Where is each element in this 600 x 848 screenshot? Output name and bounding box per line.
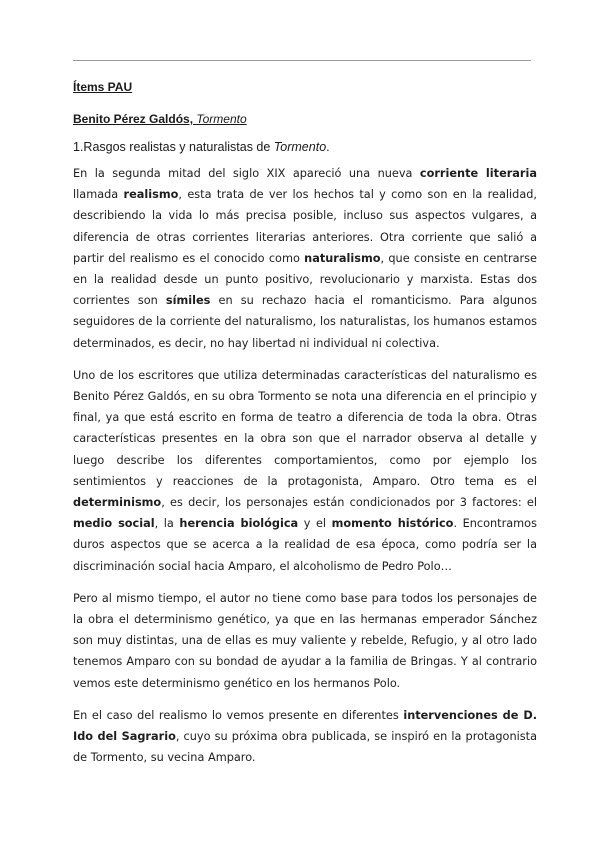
text-run: , es decir, los personajes están condicionados por 3 factores: el <box>161 496 537 510</box>
paragraph-2 <box>73 365 537 577</box>
essay-body <box>73 163 537 779</box>
section-title-work: Tormento <box>273 140 327 154</box>
text-run: , esta trata de ver los hechos tal y como son en la realidad, describiendo la vida lo más precisa posible, incluso sus aspectos vulgares, a diferencia de otras corrientes literarias anteriores. Otra corriente que salió a partir del realismo es el conocido como <box>73 188 538 265</box>
text-run: , la <box>154 517 180 531</box>
bold-term: naturalismo <box>304 251 381 265</box>
items-heading <box>73 80 132 94</box>
items-heading-text: Ítems PAU <box>73 80 133 94</box>
bold-term: determinismo <box>73 496 162 510</box>
author-name: Benito Pérez Galdós, <box>73 112 197 126</box>
bold-term: herencia biológica <box>179 517 299 531</box>
bold-term: corriente literaria <box>419 167 537 180</box>
section-title-text: 1.Rasgos realistas y naturalistas de <box>73 140 274 154</box>
text-run: y el <box>298 517 332 531</box>
text-run: En la segunda mitad del siglo XIX apareció una nueva <box>73 167 420 180</box>
bold-term: medio social <box>73 517 155 531</box>
paragraph-1 <box>73 163 537 354</box>
text-run: Uno de los escritores que utiliza determinadas características del naturalismo es Benito Pérez Galdós, en su obra Tormento se nota una diferencia en el principio y final, ya que está escrito en forma de teatro a diferencia de toda la obra. Otras características presentes en la obra son que el narrador observa al detalle y luego describe los diferentes comportamientos, como por ejemplo los sentimientos y reacciones de la protagonista, Amparo. Otro tema es el <box>73 368 537 488</box>
text-run: . Encontramos duros aspectos que se acerca a la realidad de esa época, como podría ser la discriminación social hacia Amparo, el alcoholismo de Pedro Polo… <box>73 517 537 573</box>
bold-term: símiles <box>165 294 211 308</box>
text-run: en su rechazo hacia el romanticismo. Para algunos seguidores de la corriente del naturalismo, los naturalistas, los humanos estamos determinados, es decir, no hay libertad ni individual ni colectiva. <box>73 294 537 350</box>
bold-term: intervenciones de D. Ido del Sagrario <box>73 708 537 744</box>
author-work-heading <box>73 112 247 126</box>
section-title <box>73 140 330 154</box>
text-run: En el caso del realismo lo vemos presente en diferentes <box>73 708 404 722</box>
paragraph-4 <box>73 705 537 769</box>
paragraph-3 <box>73 588 537 694</box>
work-title: Tormento <box>196 112 247 126</box>
section-title-end: . <box>326 140 330 154</box>
text-run: , que consiste en centrarse en la realidad desde un punto positivo, revolucionario y marxista. Estas dos corrientes son <box>73 251 537 308</box>
top-rule <box>73 60 531 61</box>
text-run: llamada <box>73 188 124 202</box>
bold-term: momento histórico <box>331 517 454 531</box>
text-run: , cuyo su próxima obra publicada, se inspiró en la protagonista de Tormento, su vecina Amparo. <box>73 730 537 765</box>
bold-term: realismo <box>123 188 179 202</box>
text-run: Pero al mismo tiempo, el autor no tiene como base para todos los personajes de la obra el determinismo genético, ya que en las hermanas emperador Sánchez son muy distintas, una de ellas es muy valiente y rebelde, Refugio, y al otro lado tenemos Amparo con su bondad de ayudar a la familia de Bringas. Y al contrario vemos este determinismo genético en los hermanos Polo. <box>73 591 537 690</box>
